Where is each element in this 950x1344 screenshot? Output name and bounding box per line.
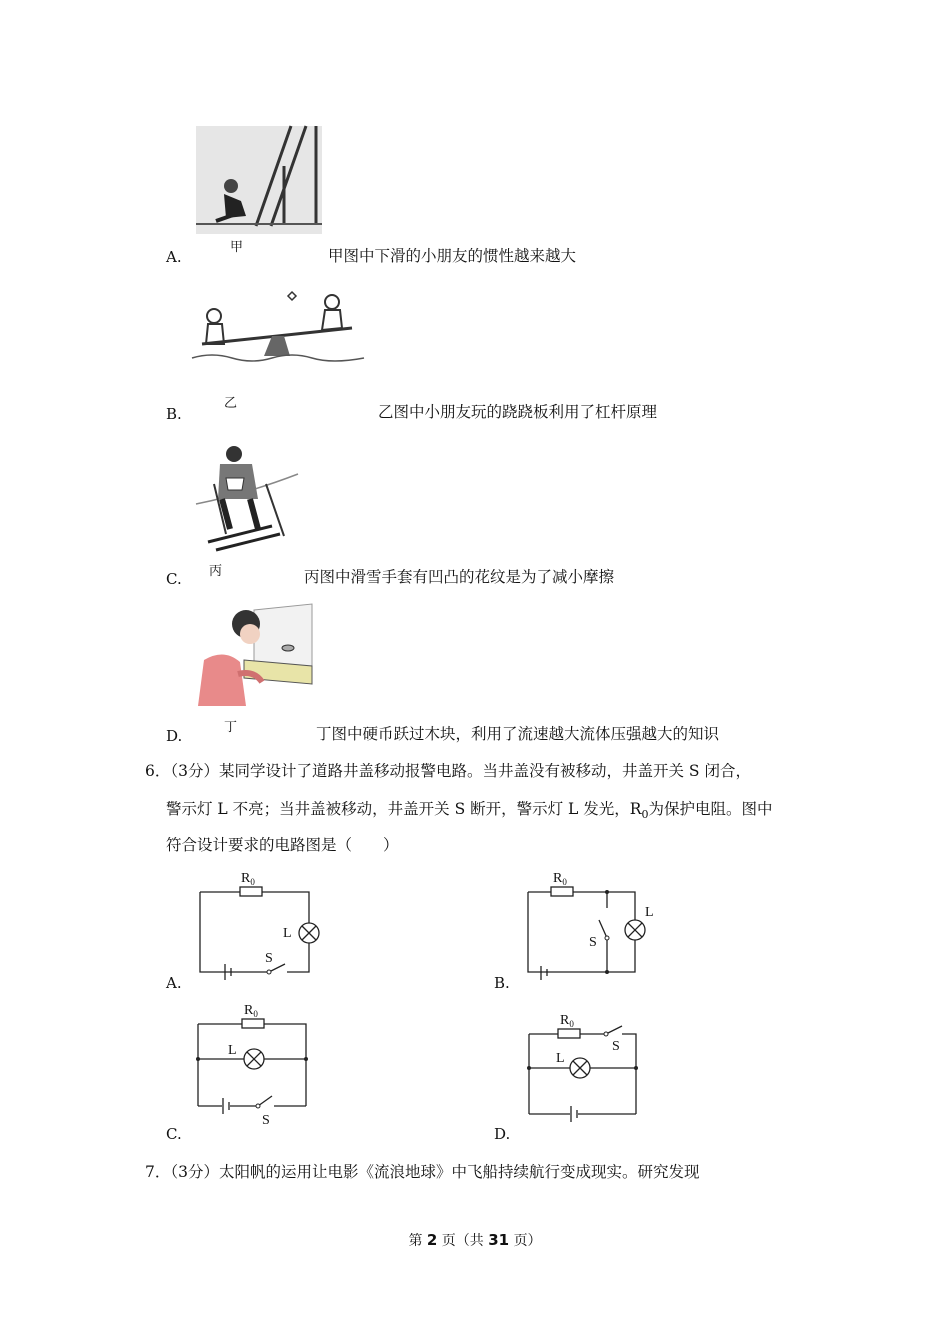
coin-blow-drawing <box>194 604 312 706</box>
q6-line2 <box>166 799 772 825</box>
q6-option-a[interactable]: A. <box>166 974 182 992</box>
footer-pre: 第 <box>408 1233 423 1249</box>
option-b-text: 乙图中小朋友玩的跷跷板利用了杠杆原理 <box>378 403 658 421</box>
caption-a: 甲 <box>230 240 244 255</box>
circuit-c <box>192 1002 317 1126</box>
circuit-d <box>524 1010 649 1126</box>
circuit-a-r0-label: $R_0$ <box>241 871 255 887</box>
caption-d: 丁 <box>224 720 238 735</box>
circuit-b-s-label: S <box>589 935 597 950</box>
footer-total-pages: 31 <box>488 1231 510 1249</box>
seesaw-drawing <box>192 286 364 378</box>
q7-line1: 7．（3分）太阳帆的运用让电影《流浪地球》中飞船持续航行变成现实。研究发现 <box>145 1163 700 1181</box>
seesaw-picture <box>192 286 364 378</box>
coin-blow-picture <box>194 604 312 706</box>
q6-line3: 符合设计要求的电路图是（ ） <box>166 836 399 854</box>
circuit-c-r0-label: $R_0$ <box>244 1003 258 1019</box>
q6-line2-sub: 0 <box>641 808 649 822</box>
footer-page-number: 2 <box>426 1231 438 1249</box>
option-c-letter[interactable]: C. <box>166 570 182 588</box>
page-footer <box>0 1230 950 1250</box>
slide-drawing <box>196 126 322 234</box>
circuit-b <box>523 868 658 978</box>
circuit-b-l-label: L <box>645 905 654 920</box>
option-a-letter[interactable]: A. <box>166 248 182 266</box>
option-d-text: 丁图中硬币跃过木块，利用了流速越大流体压强越大的知识 <box>316 725 720 743</box>
skier-drawing <box>196 444 298 554</box>
circuit-a <box>195 868 330 978</box>
option-c-text: 丙图中滑雪手套有凹凸的花纹是为了减小摩擦 <box>304 568 615 586</box>
q6-line1: 6．（3分）某同学设计了道路井盖移动报警电路。当井盖没有被移动，井盖开关 S 闭合， <box>145 762 751 780</box>
slide-picture <box>196 126 322 234</box>
q6-option-b[interactable]: B. <box>494 974 510 992</box>
footer-post: 页） <box>513 1233 542 1249</box>
skier-picture <box>196 444 298 554</box>
circuit-d-l-label: L <box>556 1051 565 1066</box>
caption-b: 乙 <box>224 396 238 411</box>
option-b-letter[interactable]: B. <box>166 405 182 423</box>
circuit-a-s-label: S <box>265 951 273 966</box>
circuit-c-s-label: S <box>262 1113 270 1128</box>
q6-option-d[interactable]: D. <box>494 1125 511 1143</box>
q6-option-c[interactable]: C. <box>166 1125 182 1143</box>
circuit-d-s-label: S <box>612 1039 620 1054</box>
q6-line2-post: 为保护电阻。图中 <box>648 800 773 818</box>
caption-c: 丙 <box>209 564 223 579</box>
circuit-c-l-label: L <box>228 1043 237 1058</box>
circuit-d-r0-label: $R_0$ <box>560 1013 574 1029</box>
option-d-letter[interactable]: D. <box>166 727 183 745</box>
circuit-b-r0-label: $R_0$ <box>553 871 567 887</box>
option-a-text: 甲图中下滑的小朋友的惯性越来越大 <box>328 247 577 265</box>
q6-line2-pre: 警示灯 L 不亮；当井盖被移动，井盖开关 S 断开，警示灯 L 发光，R <box>166 800 642 818</box>
circuit-a-l-label: L <box>283 926 292 941</box>
footer-mid: 页（共 <box>441 1233 484 1249</box>
